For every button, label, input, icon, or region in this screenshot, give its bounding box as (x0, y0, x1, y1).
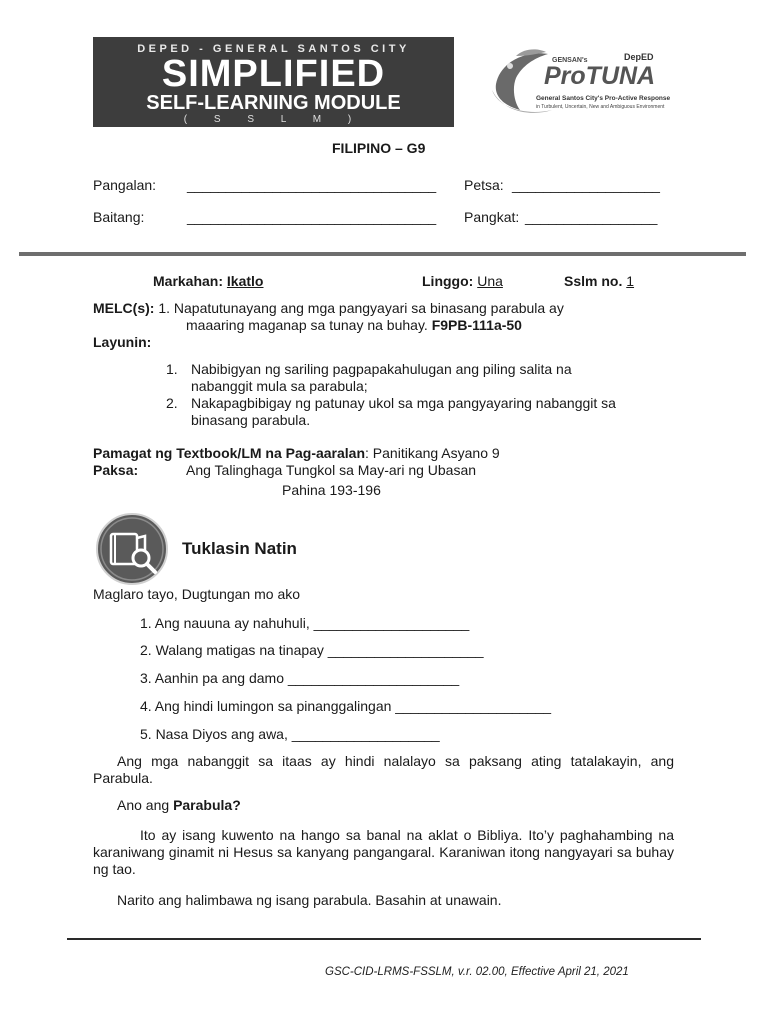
banner-main-text: SIMPLIFIED (161, 53, 386, 95)
sslm-row (564, 272, 634, 290)
melc-line2 (186, 316, 522, 334)
activity-item-2: 2. Walang matigas na tinapay ____________________ (140, 642, 484, 658)
petsa-label: Petsa: (464, 177, 504, 193)
linggo-label: Linggo: (422, 273, 474, 289)
markahan-label: Markahan: (153, 273, 224, 289)
activity-item-3: 3. Aanhin pa ang damo ______________________ (140, 670, 460, 686)
layunin-item-2-line1: Nakapagbibigay ng patunay ukol sa mga pangyayaring nabanggit sa (191, 395, 616, 411)
paragraph-1: Ang mga nabanggit sa itaas ay hindi nalalayo sa paksang ating tatalakayin, ang Parabula. (93, 753, 674, 786)
banner-sslm-text: ( S S L M ) (183, 114, 364, 125)
layunin-item-2-num: 2. (166, 395, 178, 411)
activity-item-4: 4. Ang hindi lumingon sa pinanggalingan ____________________ (140, 698, 552, 714)
logo-protuna-text: ProTUNA (544, 62, 656, 90)
melc-text-1: 1. Napatutunayang ang mga pangyayari sa binasang parabula ay (158, 300, 564, 316)
activity-intro: Maglaro tayo, Dugtungan mo ako (93, 586, 301, 602)
layunin-label: Layunin: (93, 334, 152, 350)
textbook-value: : Panitikang Asyano 9 (365, 445, 500, 461)
pangalan-label: Pangalan: (93, 177, 157, 193)
paragraph-4: Narito ang halimbawa ng isang parabula. Basahin at unawain. (117, 892, 502, 908)
melc-code: F9PB-111a-50 (431, 317, 522, 333)
layunin-item-1-line1: Nabibigyan ng sariling pagpapakahulugan ang piling salita na (191, 361, 572, 377)
melc-label: MELC(s): (93, 300, 155, 316)
banner-sub-text: SELF-LEARNING MODULE (146, 92, 401, 114)
banner-top-text: DEPED - GENERAL SANTOS CITY (137, 43, 410, 55)
book-search-icon (95, 512, 169, 586)
sslm-banner-logo (93, 37, 454, 127)
logo-tagline-small: in Turbulent, Uncertain, New and Ambiguous Environment (536, 104, 665, 110)
paragraph-2-prefix: Ano ang (117, 797, 174, 813)
logo-gensan-text: GENSAN's (552, 57, 588, 64)
paragraph-3: Ito ay isang kuwento na hango sa banal na aklat o Bibliya. Ito’y paghahambing na karaniwang ginamit ni Hesus sa kanyang pangangaral. Karaniwan itong nangyayari sa buhay ng tao. (93, 827, 674, 877)
markahan-value: Ikatlo (226, 273, 264, 289)
footer-divider (67, 938, 701, 940)
logo-tagline: General Santos City's Pro-Active Response (536, 95, 671, 102)
footer-code: GSC-CID-LRMS-FSSLM, v.r. 02.00, Effective April 21, 2021 (325, 966, 629, 978)
layunin-item-1-line2: nabanggit mula sa parabula; (191, 378, 368, 394)
paksa-value: Ang Talinghaga Tungkol sa May-ari ng Ubasan (186, 462, 477, 478)
petsa-field[interactable]: ___________________ (512, 177, 660, 193)
activity-item-1: 1. Ang nauuna ay nahuhuli, ____________________ (140, 615, 470, 631)
pangkat-label: Pangkat: (464, 209, 520, 225)
pahina-text: Pahina 193-196 (282, 482, 381, 498)
protuna-logo (486, 44, 676, 120)
paksa-label: Paksa: (93, 462, 139, 478)
section-title: Tuklasin Natin (182, 539, 297, 558)
textbook-row (93, 444, 500, 462)
subject-title: FILIPINO – G9 (332, 140, 426, 156)
activity-item-5: 5. Nasa Diyos ang awa, ___________________ (140, 726, 440, 742)
markahan-row (153, 272, 264, 290)
sslm-label: Sslm no. (564, 273, 623, 289)
header-divider (19, 252, 746, 256)
baitang-label: Baitang: (93, 209, 145, 225)
linggo-row (422, 272, 503, 290)
logo-deped-text: DepED (624, 52, 654, 62)
pangalan-field[interactable]: ________________________________ (187, 177, 437, 193)
layunin-item-1-num: 1. (166, 361, 178, 377)
melc-text-2: maaaring maganap sa tunay na buhay. (186, 317, 428, 333)
sslm-value: 1 (626, 273, 635, 289)
pangkat-field[interactable]: _________________ (525, 209, 658, 225)
layunin-item-2-line2: binasang parabula. (191, 412, 311, 428)
textbook-label: Pamagat ng Textbook/LM na Pag-aaralan (93, 445, 366, 461)
linggo-value: Una (477, 273, 503, 289)
baitang-field[interactable]: ________________________________ (187, 209, 437, 225)
melc-line1 (93, 299, 564, 317)
paragraph-2-bold: Parabula? (173, 797, 241, 813)
paragraph-2 (117, 796, 241, 814)
